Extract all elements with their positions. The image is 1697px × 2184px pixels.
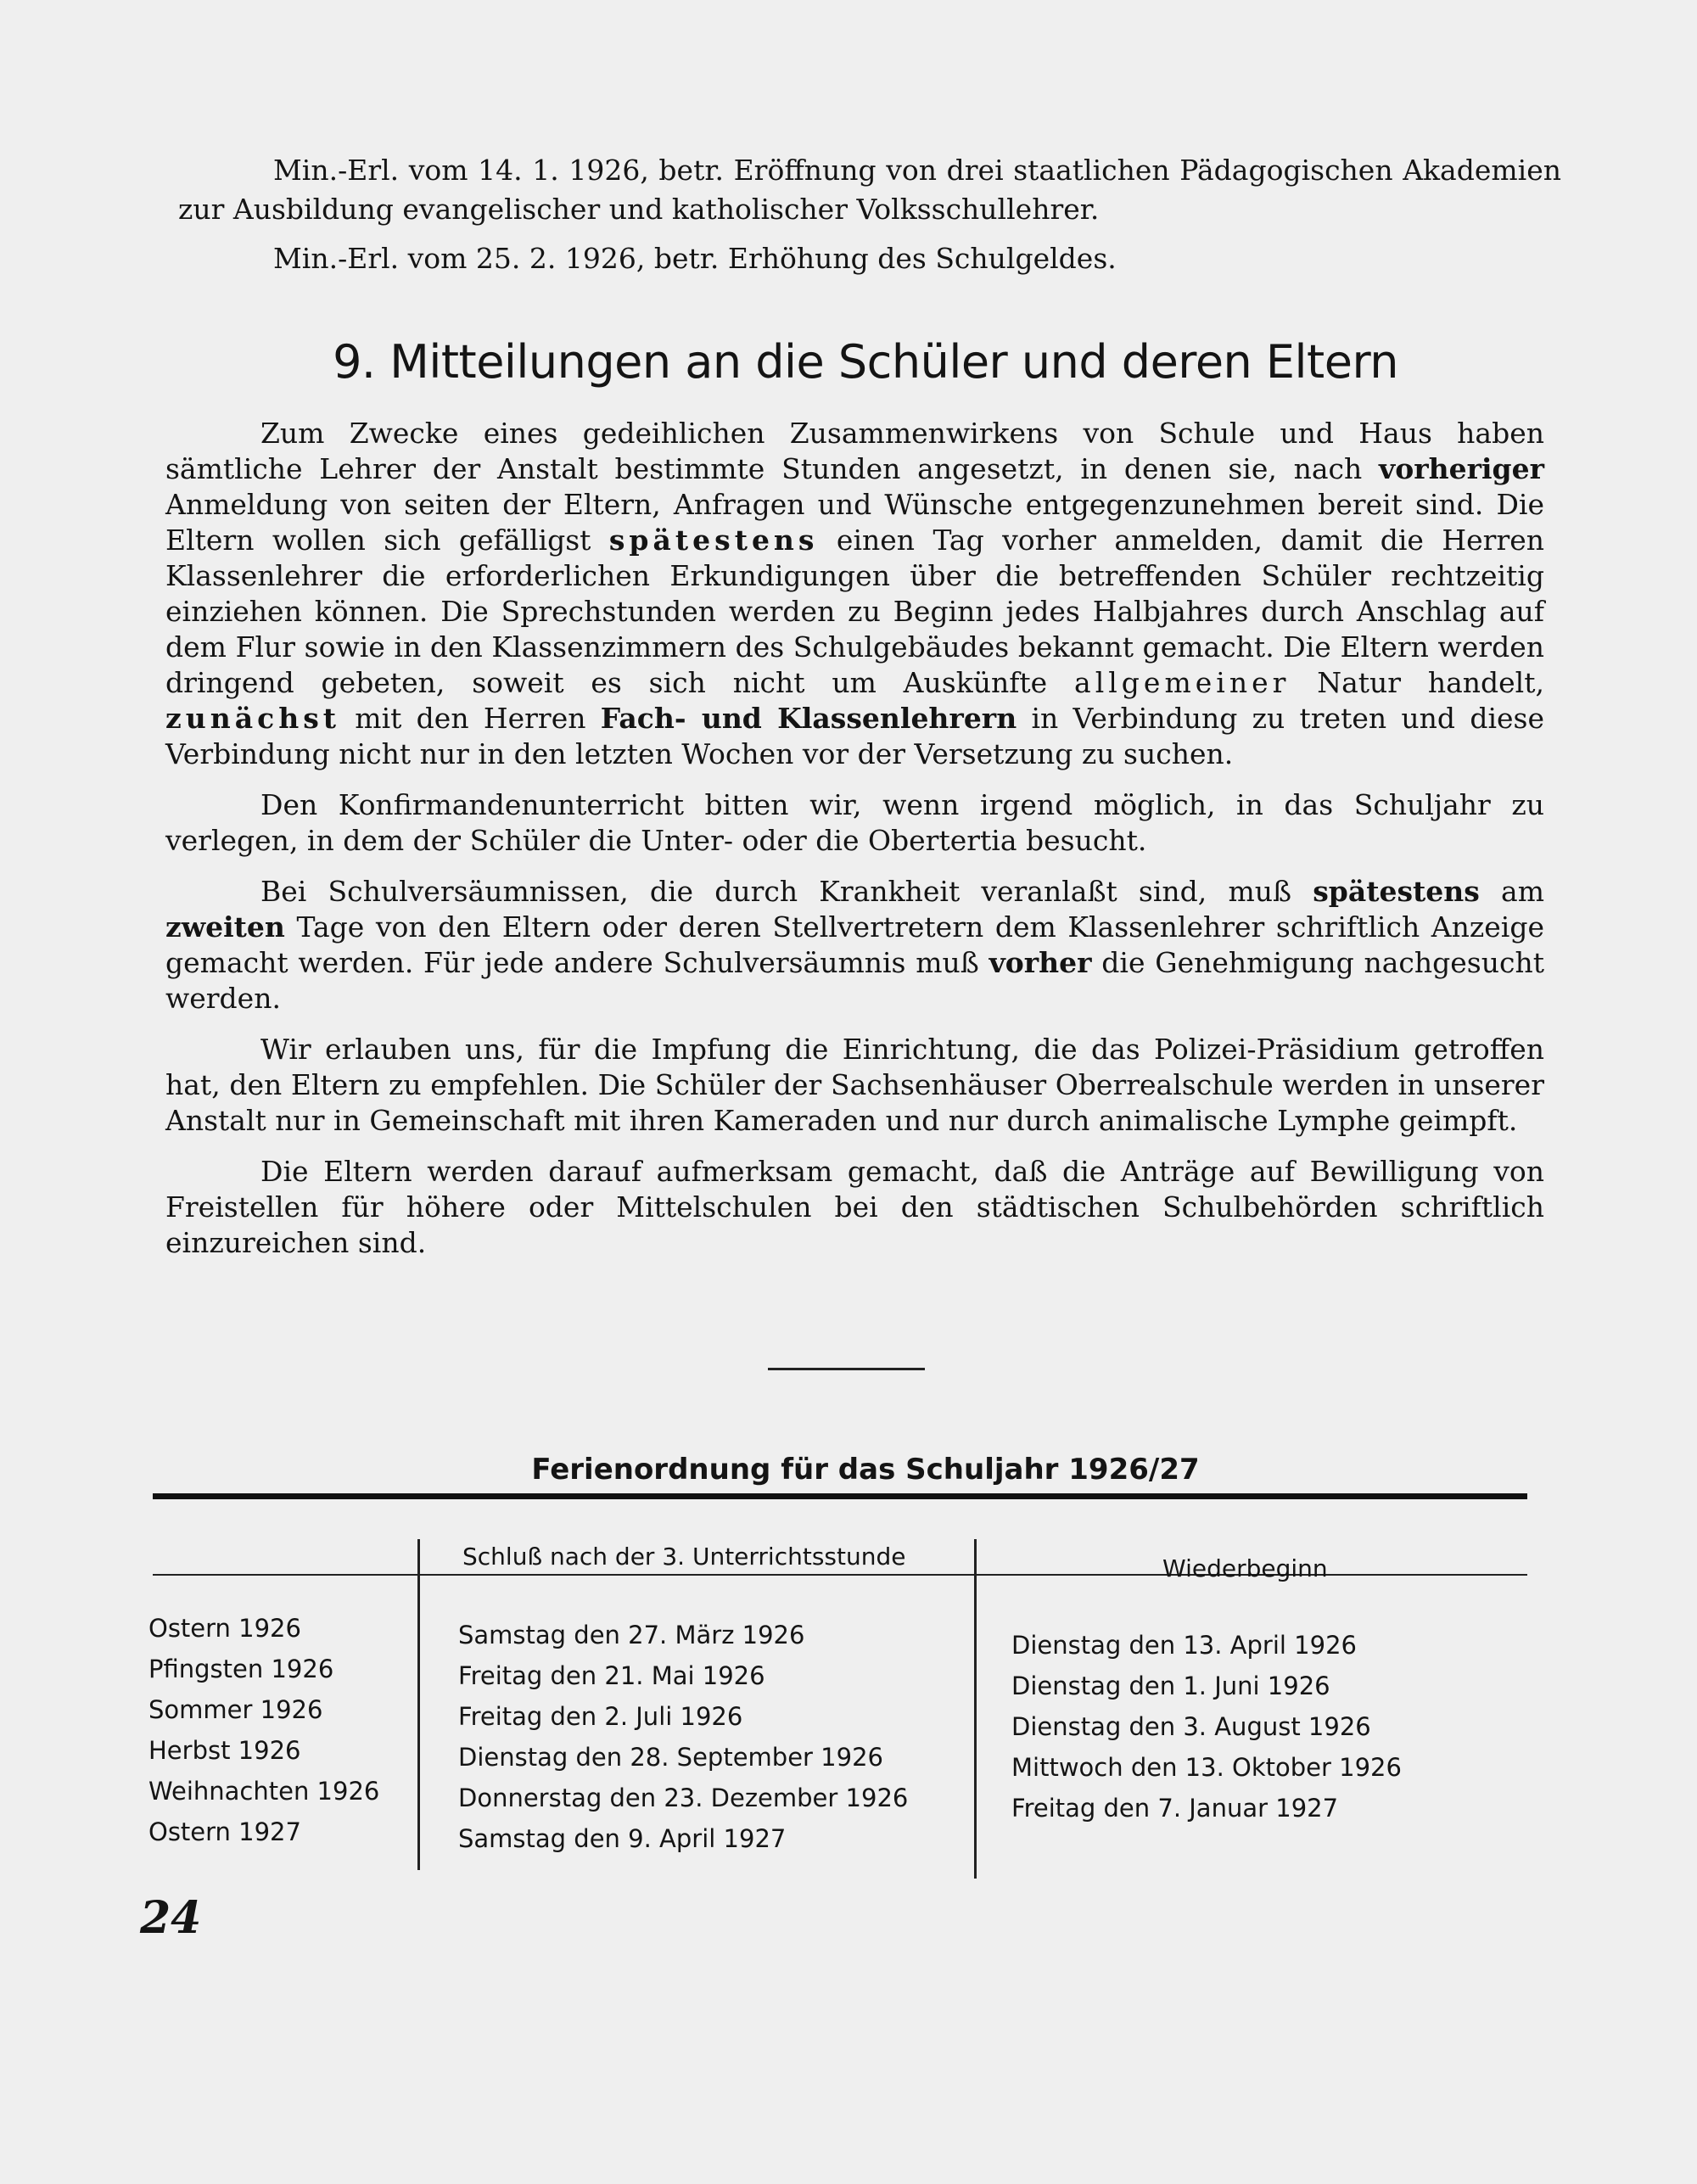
column-ferien-names	[148, 1608, 379, 1852]
column-schluss	[458, 1615, 908, 1859]
table-cell: Dienstag den 1. Juni 1926	[1011, 1672, 1330, 1700]
page-number: 24	[140, 1892, 202, 1944]
table-cell: Pfingsten 1926	[148, 1655, 334, 1683]
table-cell: Samstag den 27. März 1926	[458, 1621, 805, 1649]
table-cell: Weihnachten 1926	[148, 1777, 380, 1806]
table-cell: Freitag den 2. Juli 1926	[458, 1702, 743, 1731]
column-wiederbeginn	[1011, 1625, 1402, 1828]
table-cell: Dienstag den 3. August 1926	[1011, 1712, 1371, 1741]
table-cell: Mittwoch den 13. Oktober 1926	[1011, 1753, 1402, 1782]
paragraph-4: Wir erlauben uns, für die Impfung die Einrichtung, die das Polizei-Präsidium getroffen hat, den Eltern zu empfehlen. Die Schüler der Sachsenhäuser Oberrealschule werden in unserer Anstalt nur in Gemeinschaft mit ihren Kameraden und nur durch animalische Lymphe geimpft.	[165, 1033, 1544, 1137]
column-header-schluss: Schluß nach der 3. Unterrichtsstunde	[462, 1543, 906, 1571]
table-cell: Freitag den 7. Januar 1927	[1011, 1794, 1339, 1823]
reference-1: Min.-Erl. vom 14. 1. 1926, betr. Eröffnung von drei staatlichen Pädagogischen Akademien zur Ausbildung evangelischer und katholischer Volksschullehrer.	[178, 154, 1561, 226]
table-top-rule	[153, 1493, 1527, 1499]
ferien-title: Ferienordnung für das Schuljahr 1926/27	[531, 1453, 1200, 1487]
column-header-wiederbeginn: Wiederbeginn	[1162, 1554, 1328, 1582]
table-column-divider	[417, 1539, 420, 1870]
paragraph-2: Den Konfirmandenunterricht bitten wir, wenn irgend möglich, in das Schuljahr zu verlegen, in dem der Schüler die Unter- oder die Obertertia besucht.	[165, 788, 1544, 857]
table-cell: Ostern 1926	[148, 1614, 301, 1643]
table-cell: Dienstag den 28. September 1926	[458, 1743, 883, 1772]
separator-rule	[768, 1368, 925, 1370]
paragraph-1: Zum Zwecke eines gedeihlichen Zusammenwirkens von Schule und Haus haben sämtliche Lehrer der Anstalt bestimmte Stunden angesetzt, in denen sie, nach vorheriger Anmeldung von seiten der Eltern, Anfragen und Wünsche entgegenzunehmen bereit sind. Die Eltern wollen sich gefälligst spätestens einen Tag vorher anmelden, damit die Herren Klassenlehrer die erforderlichen Erkundigungen über die betreffenden Schüler rechtzeitig einziehen können. Die Sprechstunden werden zu Beginn jedes Halbjahres durch Anschlag auf dem Flur sowie in den Klassenzimmern des Schulgebäudes bekannt gemacht. Die Eltern werden dringend gebeten, soweit es sich nicht um Auskünfte allgemeiner Natur handelt, zunächst mit den Herren Fach- und Klassenlehrern in Verbindung zu treten und diese Verbindung nicht nur in den letzten Wochen vor der Versetzung zu suchen.	[165, 417, 1545, 770]
table-cell: Ostern 1927	[148, 1817, 301, 1846]
reference-list	[178, 151, 1561, 288]
table-cell: Dienstag den 13. April 1926	[1011, 1631, 1357, 1660]
table-cell: Samstag den 9. April 1927	[458, 1824, 787, 1853]
table-cell: Herbst 1926	[148, 1736, 301, 1765]
paragraph-5: Die Eltern werden darauf aufmerksam gemacht, daß die Anträge auf Bewilligung von Freistellen für höhere oder Mittelschulen bei den städtischen Schulbehörden schriftlich einzureichen sind.	[165, 1155, 1544, 1259]
table-cell: Sommer 1926	[148, 1695, 323, 1724]
reference-2: Min.-Erl. vom 25. 2. 1926, betr. Erhöhung des Schulgeldes.	[273, 242, 1117, 275]
paragraph-3: Bei Schulversäumnissen, die durch Krankheit veranlaßt sind, muß spätestens am zweiten Tage von den Eltern oder deren Stellvertretern dem Klassenlehrer schriftlich Anzeige gemacht werden. Für jede andere Schulversäumnis muß vorher die Genehmigung nachgesucht werden.	[165, 875, 1544, 1015]
table-cell: Donnerstag den 23. Dezember 1926	[458, 1784, 909, 1812]
section-body	[165, 416, 1544, 1276]
table-column-divider	[974, 1539, 977, 1879]
table-cell: Freitag den 21. Mai 1926	[458, 1661, 765, 1690]
section-title: 9. Mitteilungen an die Schüler und deren Eltern	[333, 335, 1398, 389]
